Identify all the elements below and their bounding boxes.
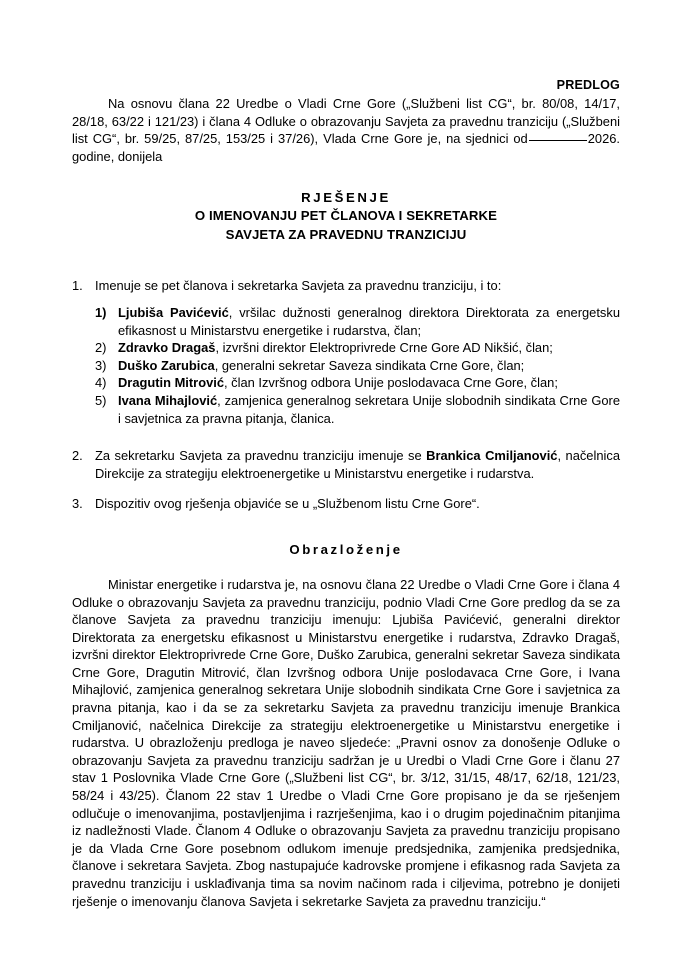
clauses-list: [72, 277, 620, 513]
member-5-name: Ivana Mihajlović: [118, 392, 218, 408]
member-5-body: [118, 393, 620, 426]
member-2-body: [118, 340, 553, 355]
member-4-number: 4): [95, 375, 107, 391]
member-5-description: , zamjenica generalnog sekretara Unije slobodnih sindikata Crne Gore i savjetnica za pravna pitanja, članica.: [118, 392, 620, 426]
member-4-description: , član Izvršnog odbora Unije poslodavaca Crne Gore, član;: [224, 375, 558, 391]
title-rjesenje: RJEŠENJE: [301, 190, 391, 206]
clause-2-number: 2.: [72, 448, 83, 464]
member-item-3: [95, 357, 620, 375]
clause-1-text: Imenuje se pet članova i sekretarka Savjeta za pravednu tranziciju, i to:: [95, 278, 502, 294]
preamble-paragraph: [72, 95, 620, 165]
title-subtitle-line-1: O IMENOVANJU PET ČLANOVA I SEKRETARKE: [194, 208, 498, 224]
member-1-number: 1): [95, 304, 107, 320]
explanation-paragraph: Ministar energetike i rudarstva je, na osnovu člana 22 Uredbe o Vladi Crne Gore i člana 4 Odluke o obrazovanju Savjeta za pravednu tranziciju, podnio Vladi Crne Gore predlog da se za članove Savjeta za pravednu tranziciju imenuju: Ljubiša Pavićević, generalni direktor Direktorata za energetsku efikasnost u Ministarstvu energetike i rudarstva, Zdravko Dragaš, izvršni direktor Elektroprivrede Crne Gore, Duško Zarubica, generalni sekretar Saveza sindikata Crne Gore, Dragutin Mitrović, član Izvršnog odbora Unije poslodavaca Crne Gore, i Ivana Mihajlović, zamjenica generalnog sekretara Unije slobodnih sindikata Crne Gore i savjetnica za pravna pitanja, kao i da se za sekretarku Savjeta za pravednu tranziciju imenuje Brankica Cmiljanović, načelnica Direkcije za strategiju elektroenergetike u Ministarstvu energetike i rudarstva. U obrazloženju predloga je naveo sljedeće: „Pravni osnov za donošenje Odluke o obrazovanju Savjeta za pravednu tranziciju sadržan je u Uredbi o Vladi Crne Gore i članu 27 stav 1 Poslovnika Vlade Crne Gore („Službeni list CG“, br. 3/12, 31/15, 48/17, 62/18, 121/23, 58/24 i 43/25). Članom 22 stav 1 Uredbe o Vladi Crne Gore propisano je da se rješenjem odlučuje o imenovanjima, postavljenjima i razrješenjima, kao i o drugim pojedinačnim pitanjima iz nadležnosti Vlade. Članom 4 Odluke o obrazovanju Savjeta za pravednu tranziciju propisano je da Vlada Crne Gore posebnom odlukom imenuje predsjednika, zamjenika predsjednika, članove i sekretara Savjeta. Zbog nastupajuće kadrovske promjene i efikasnog rada Savjeta za pravednu tranziciju i usklađivanja tima sa novim načinom rada i ciljevima, potrebno je donijeti rješenje o imenovanju članova Savjeta i sekretarke Savjeta za pravednu tranziciju.“: [72, 576, 620, 909]
clause-1: [72, 277, 620, 427]
member-1-name: Ljubiša Pavićević: [118, 304, 229, 320]
document-title-block: [72, 189, 620, 244]
member-2-name: Zdravko Dragaš: [118, 340, 216, 356]
member-3-number: 3): [95, 357, 107, 373]
member-item-1: [95, 304, 620, 339]
member-1-body: [118, 305, 620, 338]
member-item-2: [95, 339, 620, 357]
clause-3: [72, 495, 620, 513]
member-5-number: 5): [95, 392, 107, 408]
member-2-description: , izvršni direktor Elektroprivrede Crne Gore AD Nikšić, član;: [215, 340, 553, 356]
clause-2: [72, 447, 620, 482]
clause-2-text-after-name: , načelnica Direkcije za strategiju elektroenergetike u Ministarstvu energetike i rudarstva.: [95, 448, 620, 481]
member-3-description: , generalni sekretar Saveza sindikata Crne Gore, član;: [214, 357, 525, 373]
clause-2-secretary-name: Brankica Cmiljanović: [426, 448, 558, 464]
member-1-description: , vršilac dužnosti generalnog direktora Direktorata za energetsku efikasnost u Ministarstvu energetike i rudarstva, član;: [118, 304, 620, 338]
member-4-body: [118, 375, 558, 390]
clause-3-number: 3.: [72, 496, 83, 512]
member-item-4: [95, 374, 620, 392]
preamble-text-before-blank: Na osnovu člana 22 Uredbe o Vladi Crne Gore („Službeni list CG“, br. 80/08, 14/17, 28/18, 63/22 i 121/23) i člana 4 Odluke o obrazovanju Savjeta za pravednu tranziciju („Službeni list CG“, br. 59/25, 87/25, 153/25 i 37/26), Vlada Crne Gore je, na sjednici od: [72, 96, 620, 147]
date-blank-field[interactable]: [529, 140, 587, 141]
title-subtitle-line-2: SAVJETA ZA PRAVEDNU TRANZICIJU: [225, 226, 467, 242]
member-3-body: [118, 358, 524, 373]
members-list: [95, 304, 620, 427]
member-item-5: [95, 392, 620, 427]
document-label: PREDLOG: [556, 78, 620, 92]
clause-2-text-before-name: Za sekretarku Savjeta za pravednu tranziciju imenuje se: [95, 448, 427, 464]
explanation-heading: Obrazloženje: [289, 541, 403, 557]
member-4-name: Dragutin Mitrović: [118, 375, 224, 391]
member-2-number: 2): [95, 340, 107, 356]
member-3-name: Duško Zarubica: [118, 357, 215, 373]
clause-1-number: 1.: [72, 278, 83, 294]
clause-3-text: Dispozitiv ovog rješenja objaviće se u „Službenom listu Crne Gore“.: [95, 496, 480, 512]
preamble-text-after-blank: 2026. godine, donijela: [72, 131, 620, 164]
